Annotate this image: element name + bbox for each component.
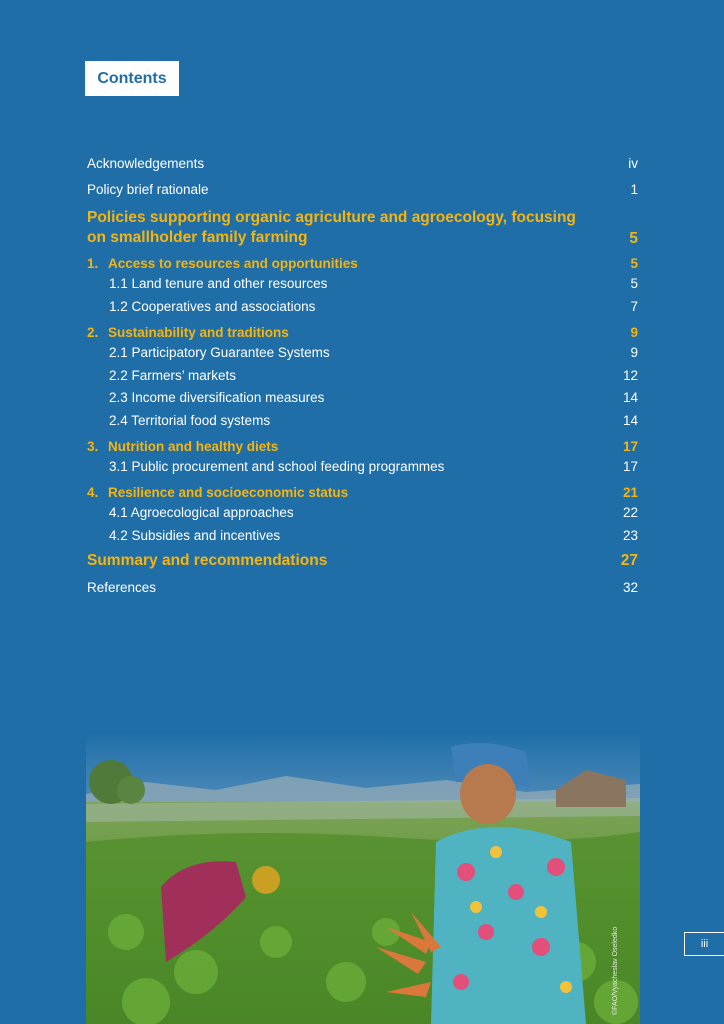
farmers-photo — [86, 732, 640, 1024]
toc-label: Summary and recommendations — [87, 552, 328, 569]
toc-page: 14 — [622, 413, 638, 428]
toc-page: 5 — [630, 256, 638, 271]
toc-page: 1 — [630, 182, 638, 197]
toc-page: 22 — [622, 505, 638, 520]
toc-page: 14 — [622, 390, 638, 405]
toc-entry-1-1[interactable] — [87, 276, 638, 291]
toc-entry-acknowledgements[interactable] — [87, 156, 638, 171]
toc-page: 9 — [630, 325, 638, 340]
toc-entry-2-2[interactable] — [87, 368, 638, 383]
toc-label: Policy brief rationale — [87, 182, 209, 197]
farm-scene-illustration — [86, 732, 640, 1024]
toc-label: 1.1 Land tenure and other resources — [109, 276, 328, 291]
toc-entry-rationale[interactable] — [87, 182, 638, 197]
toc-page: 23 — [622, 528, 638, 543]
toc-page: 9 — [630, 345, 638, 360]
toc-label: 3.1 Public procurement and school feeding programmes — [109, 459, 445, 474]
page-number-label: iii — [700, 938, 709, 950]
toc-entry-2-3[interactable] — [87, 390, 638, 405]
toc-page: 5 — [629, 230, 638, 247]
toc-entry-2-1[interactable] — [87, 345, 638, 360]
toc-label: Nutrition and healthy diets — [108, 439, 279, 454]
section-number: 3. — [87, 439, 99, 454]
page-number — [684, 932, 724, 956]
toc-entry-summary[interactable] — [87, 552, 638, 570]
section-number: 4. — [87, 485, 99, 500]
toc-label: Acknowledgements — [87, 156, 205, 171]
toc-entry-1-2[interactable] — [87, 299, 638, 314]
toc-section-1[interactable] — [87, 256, 638, 271]
toc-label: Access to resources and opportunities — [108, 256, 358, 271]
toc-entry-4-1[interactable] — [87, 505, 638, 520]
toc-label: 2.2 Farmers’ markets — [109, 368, 237, 383]
toc-label: 2.4 Territorial food systems — [109, 413, 271, 428]
toc-page: 5 — [630, 276, 638, 291]
toc-page: iv — [628, 156, 638, 171]
toc-label: 2.3 Income diversification measures — [109, 390, 325, 405]
photo-credit: ©FAO/Vyacheslav Oseledko — [612, 926, 619, 1015]
toc-label: References — [87, 580, 157, 595]
toc-label: Policies supporting organic agriculture and agroecology, focusing on smallholder family farming — [87, 209, 576, 246]
toc-page: 32 — [622, 580, 638, 595]
section-number: 2. — [87, 325, 99, 340]
toc-section-3[interactable] — [87, 439, 638, 454]
toc-label: 2.1 Participatory Guarantee Systems — [109, 345, 330, 360]
contents-heading — [85, 61, 179, 96]
toc-label: 4.1 Agroecological approaches — [109, 505, 294, 520]
toc-label: 4.2 Subsidies and incentives — [109, 528, 281, 543]
toc-section-4[interactable] — [87, 485, 638, 500]
toc-page: 21 — [622, 485, 638, 500]
toc-entry-2-4[interactable] — [87, 413, 638, 428]
toc-label: 1.2 Cooperatives and associations — [109, 299, 316, 314]
toc-section-2[interactable] — [87, 325, 638, 340]
toc-page: 17 — [622, 439, 638, 454]
contents-label: Contents — [97, 69, 167, 87]
toc-entry-3-1[interactable] — [87, 459, 638, 474]
toc-page: 17 — [622, 459, 638, 474]
toc-entry-references[interactable] — [87, 580, 638, 595]
toc-label: Resilience and socioeconomic status — [108, 485, 349, 500]
section-number: 1. — [87, 256, 99, 271]
toc-page: 7 — [630, 299, 638, 314]
toc-entry-policies[interactable] — [87, 208, 638, 248]
toc-entry-4-2[interactable] — [87, 528, 638, 543]
toc-page: 27 — [620, 552, 638, 569]
toc-page: 12 — [622, 368, 638, 383]
toc-label: Sustainability and traditions — [108, 325, 289, 340]
